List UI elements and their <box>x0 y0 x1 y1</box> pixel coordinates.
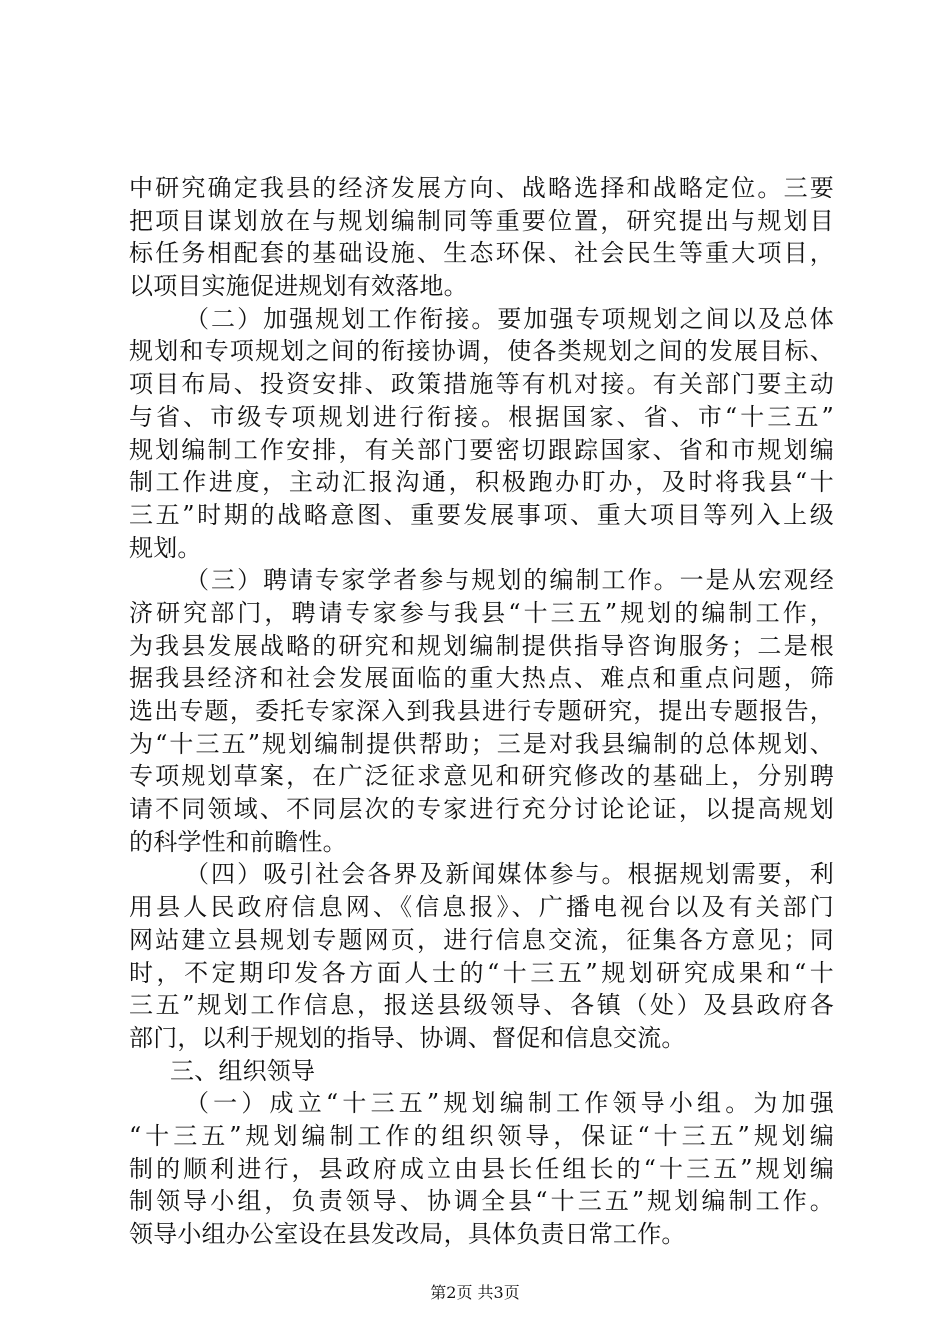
text-line: 把项目谋划放在与规划编制同等重要位置，研究提出与规划目 <box>129 206 834 235</box>
text-line: 以项目实施促进规划有效落地。 <box>129 272 468 301</box>
text-line: 领导小组办公室设在县发改局，具体负责日常工作。 <box>129 1220 686 1248</box>
text-line: 为“十三五”规划编制提供帮助；三是对我县编制的总体规划、 <box>129 729 834 758</box>
text-line: 部门，以利于规划的指导、协调、督促和信息交流。 <box>129 1023 686 1052</box>
text-line: 与省、市级专项规划进行衔接。根据国家、省、市“十三五” <box>129 402 834 431</box>
text-line: （四）吸引社会各界及新闻媒体参与。根据规划需要，利 <box>185 860 834 889</box>
text-line: 制领导小组，负责领导、协调全县“十三五”规划编制工作。 <box>129 1187 834 1216</box>
text-line: 规划。 <box>129 533 202 562</box>
text-line: 标任务相配套的基础设施、生态环保、社会民生等重大项目， <box>129 239 834 268</box>
text-line: 三五”规划工作信息，报送县级领导、各镇（处）及县政府各 <box>129 991 834 1020</box>
text-line: （一）成立“十三五”规划编制工作领导小组。为加强 <box>185 1089 834 1118</box>
text-line: 选出专题，委托专家深入到我县进行专题研究，提出专题报告， <box>129 697 834 725</box>
text-line: 网站建立县规划专题网页，进行信息交流，征集各方意见；同 <box>129 925 834 954</box>
text-line: 制工作进度，主动汇报沟通，积极跑办盯办，及时将我县“十 <box>129 468 834 497</box>
text-line: 制的顺利进行，县政府成立由县长任组长的“十三五”规划编 <box>129 1154 834 1183</box>
text-line: 的科学性和前瞻性。 <box>129 827 347 856</box>
text-line: 请不同领域、不同层次的专家进行充分讨论论证，以提高规划 <box>129 795 834 824</box>
body-text <box>129 172 834 1251</box>
text-line: （三）聘请专家学者参与规划的编制工作。一是从宏观经 <box>185 566 834 595</box>
text-line: 为我县发展战略的研究和规划编制提供指导咨询服务；二是根 <box>129 631 834 660</box>
text-line: 项目布局、投资安排、政策措施等有机对接。有关部门要主动 <box>129 370 834 399</box>
text-line: 规划编制工作安排，有关部门要密切跟踪国家、省和市规划编 <box>129 435 834 464</box>
text-line: 三五”时期的战略意图、重要发展事项、重大项目等列入上级 <box>129 500 834 529</box>
text-line: “十三五”规划编制工作的组织领导，保证“十三五”规划编 <box>129 1121 834 1150</box>
text-line: 时，不定期印发各方面人士的“十三五”规划研究成果和“十 <box>129 958 834 987</box>
text-line: 中研究确定我县的经济发展方向、战略选择和战略定位。三要 <box>129 174 834 202</box>
text-line: 据我县经济和社会发展面临的重大热点、难点和重点问题，筛 <box>129 664 834 693</box>
page-number-footer: 第2页 共3页 <box>430 1283 520 1302</box>
text-line: 规划和专项规划之间的衔接协调，使各类规划之间的发展目标、 <box>129 337 834 366</box>
text-line: 济研究部门，聘请专家参与我县“十三五”规划的编制工作， <box>129 598 834 627</box>
section-heading: 三、组织领导 <box>170 1056 316 1085</box>
text-line: （二）加强规划工作衔接。要加强专项规划之间以及总体 <box>185 304 834 333</box>
text-line: 用县人民政府信息网、《信息报》、广播电视台以及有关部门 <box>129 893 834 922</box>
text-line: 专项规划草案，在广泛征求意见和研究修改的基础上，分别聘 <box>129 762 834 791</box>
